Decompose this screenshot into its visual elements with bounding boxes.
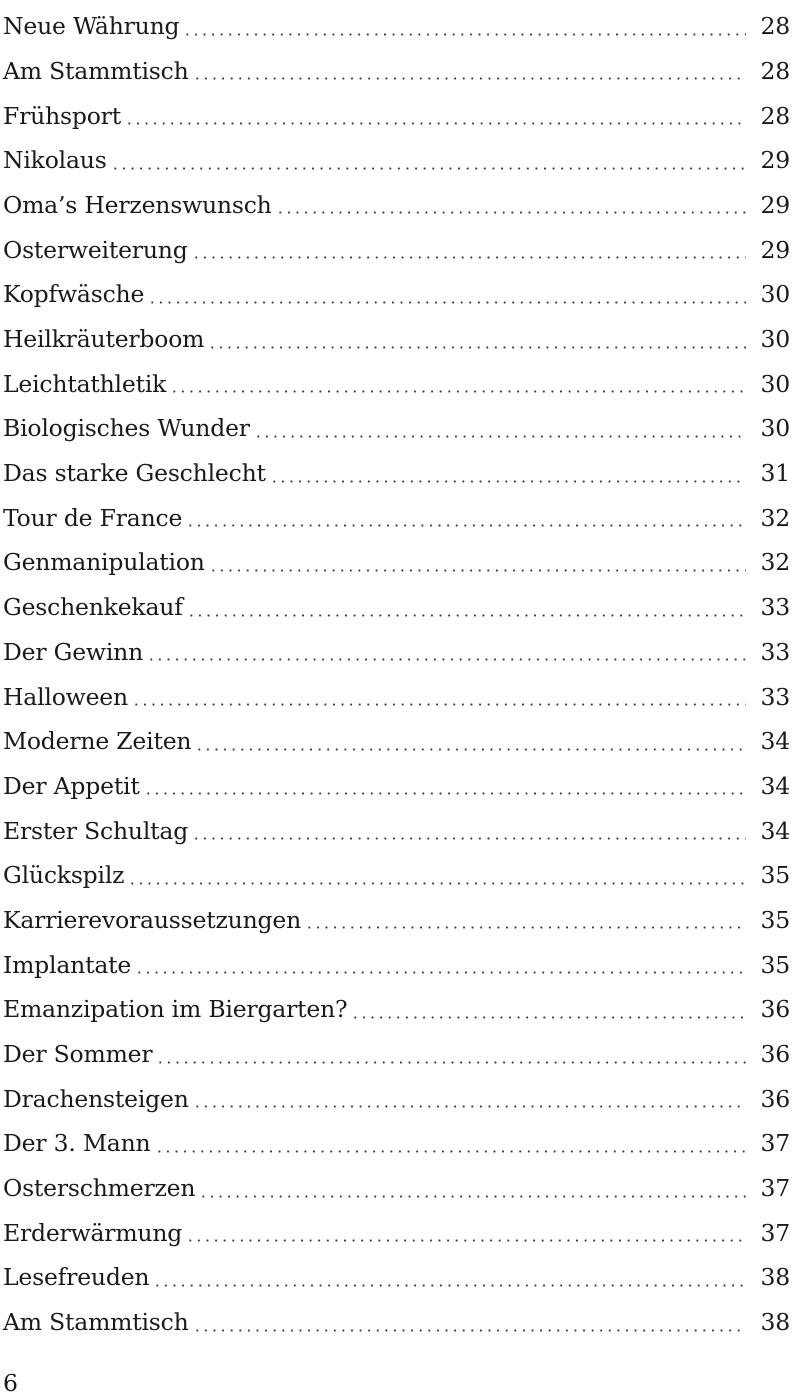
dot-leader xyxy=(208,346,746,349)
toc-entry-page: 35 xyxy=(760,861,790,890)
toc-entry xyxy=(3,179,790,224)
toc-entry-title: Osterweiterung xyxy=(3,235,188,264)
toc-entry-page: 30 xyxy=(760,280,790,309)
toc-entry-title: Heilkräuterboom xyxy=(3,325,205,353)
toc-entry-page: 33 xyxy=(760,682,790,711)
toc-entry xyxy=(3,670,790,715)
toc-entry-title: Der Sommer xyxy=(3,1040,153,1068)
toc-entry-page: 28 xyxy=(760,101,790,130)
toc-entry xyxy=(3,268,790,313)
toc-entry-page: 37 xyxy=(760,1129,790,1158)
dot-leader xyxy=(186,1239,746,1242)
toc-entry-title: Erderwärmung xyxy=(3,1218,183,1247)
toc-entry xyxy=(3,1251,790,1296)
toc-entry-page: 30 xyxy=(760,325,790,353)
toc-entry-title: Erster Schultag xyxy=(3,816,189,845)
dot-leader xyxy=(170,390,746,393)
dot-leader xyxy=(153,1284,746,1287)
toc-entry-title: Drachensteigen xyxy=(3,1084,189,1113)
toc-entry xyxy=(3,0,790,45)
toc-entry-page: 32 xyxy=(760,503,790,532)
toc-entry xyxy=(3,849,790,894)
toc-entry xyxy=(3,1207,790,1252)
toc-entry-title: Oma’s Herzenswunsch xyxy=(3,190,272,219)
toc-entry-title: Am Stammtisch xyxy=(3,56,189,85)
toc-entry-page: 30 xyxy=(760,414,790,443)
toc-entry-title: Leichtathletik xyxy=(3,369,167,398)
toc-entry-title: Glückspilz xyxy=(3,861,125,890)
toc-entry-page: 32 xyxy=(760,548,790,577)
dot-leader xyxy=(270,480,746,483)
dot-leader xyxy=(192,837,746,840)
toc-entry xyxy=(3,1296,790,1341)
toc-entry xyxy=(3,358,790,403)
dot-leader xyxy=(128,882,746,885)
toc-entry xyxy=(3,1117,790,1162)
toc-entry-title: Das starke Geschlecht xyxy=(3,459,266,488)
toc-entry-title: Der 3. Mann xyxy=(3,1129,151,1158)
toc-entry xyxy=(3,626,790,671)
toc-entry-page: 31 xyxy=(760,459,790,488)
toc-entry-page: 33 xyxy=(760,593,790,622)
dot-leader xyxy=(156,1061,746,1064)
dot-leader xyxy=(199,1195,746,1198)
page-number: 6 xyxy=(3,1369,18,1397)
toc-entry-title: Tour de France xyxy=(3,503,183,532)
toc-entry xyxy=(3,938,790,983)
toc-entry-page: 36 xyxy=(760,1084,790,1113)
toc-entry-title: Moderne Zeiten xyxy=(3,727,192,756)
dot-leader xyxy=(155,1150,747,1153)
dot-leader xyxy=(193,1329,746,1332)
dot-leader xyxy=(209,569,746,572)
toc-entry-page: 35 xyxy=(760,950,790,979)
dot-leader xyxy=(276,211,746,214)
toc-entry-title: Nikolaus xyxy=(3,146,107,175)
dot-leader xyxy=(195,748,746,751)
toc-entry-title: Biologisches Wunder xyxy=(3,414,250,443)
toc-entry-title: Der Appetit xyxy=(3,771,140,800)
toc-entry-page: 34 xyxy=(760,771,790,800)
toc-entry-page: 30 xyxy=(760,369,790,398)
toc-entry-page: 34 xyxy=(760,727,790,756)
dot-leader xyxy=(187,614,746,617)
dot-leader xyxy=(351,1016,746,1019)
toc-entry-page: 33 xyxy=(760,637,790,666)
toc-entry-title: Geschenkekauf xyxy=(3,593,183,622)
toc-entry-page: 28 xyxy=(760,12,790,41)
table-of-contents xyxy=(3,0,790,1341)
toc-entry-page: 36 xyxy=(760,995,790,1024)
toc-entry xyxy=(3,894,790,939)
toc-entry-title: Osterschmerzen xyxy=(3,1174,196,1203)
toc-entry-title: Halloween xyxy=(3,682,128,711)
dot-leader xyxy=(147,658,746,661)
toc-entry-title: Neue Währung xyxy=(3,12,180,41)
dot-leader xyxy=(135,971,746,974)
dot-leader xyxy=(254,435,746,438)
toc-entry-page: 29 xyxy=(760,146,790,175)
dot-leader xyxy=(132,703,746,706)
dot-leader xyxy=(192,256,746,259)
toc-entry-title: Karrierevoraussetzungen xyxy=(3,905,302,934)
dot-leader xyxy=(193,1105,746,1108)
toc-entry-page: 34 xyxy=(760,816,790,845)
toc-entry xyxy=(3,760,790,805)
toc-entry xyxy=(3,402,790,447)
dot-leader xyxy=(183,33,746,36)
toc-entry-page: 28 xyxy=(760,56,790,85)
dot-leader xyxy=(125,122,746,125)
dot-leader xyxy=(193,77,746,80)
toc-entry-title: Implantate xyxy=(3,950,132,979)
toc-entry-title: Lesefreuden xyxy=(3,1263,150,1292)
toc-entry xyxy=(3,581,790,626)
toc-entry-page: 38 xyxy=(760,1308,790,1337)
toc-entry xyxy=(3,715,790,760)
toc-entry-page: 37 xyxy=(760,1218,790,1247)
toc-entry-title: Genmanipulation xyxy=(3,548,205,577)
toc-entry xyxy=(3,313,790,358)
dot-leader xyxy=(111,167,746,170)
dot-leader xyxy=(148,301,746,304)
dot-leader xyxy=(186,524,746,527)
toc-entry xyxy=(3,447,790,492)
toc-entry xyxy=(3,492,790,537)
toc-entry-title: Der Gewinn xyxy=(3,637,144,666)
toc-entry xyxy=(3,1162,790,1207)
toc-entry xyxy=(3,89,790,134)
toc-entry-page: 35 xyxy=(760,905,790,934)
toc-entry-page: 36 xyxy=(760,1040,790,1068)
toc-entry xyxy=(3,1073,790,1118)
toc-entry-page: 37 xyxy=(760,1174,790,1203)
toc-entry-page: 29 xyxy=(760,235,790,264)
toc-entry-title: Emanzipation im Biergarten? xyxy=(3,995,348,1024)
toc-entry xyxy=(3,45,790,90)
toc-entry xyxy=(3,134,790,179)
toc-entry-title: Kopfwäsche xyxy=(3,280,145,309)
toc-entry xyxy=(3,536,790,581)
toc-entry xyxy=(3,1028,790,1073)
toc-entry xyxy=(3,983,790,1028)
toc-entry-title: Frühsport xyxy=(3,101,121,130)
dot-leader xyxy=(305,926,746,929)
toc-entry xyxy=(3,223,790,268)
toc-entry-page: 38 xyxy=(760,1263,790,1292)
toc-entry xyxy=(3,804,790,849)
toc-entry-page: 29 xyxy=(760,190,790,219)
toc-entry-title: Am Stammtisch xyxy=(3,1308,189,1337)
dot-leader xyxy=(144,792,746,795)
